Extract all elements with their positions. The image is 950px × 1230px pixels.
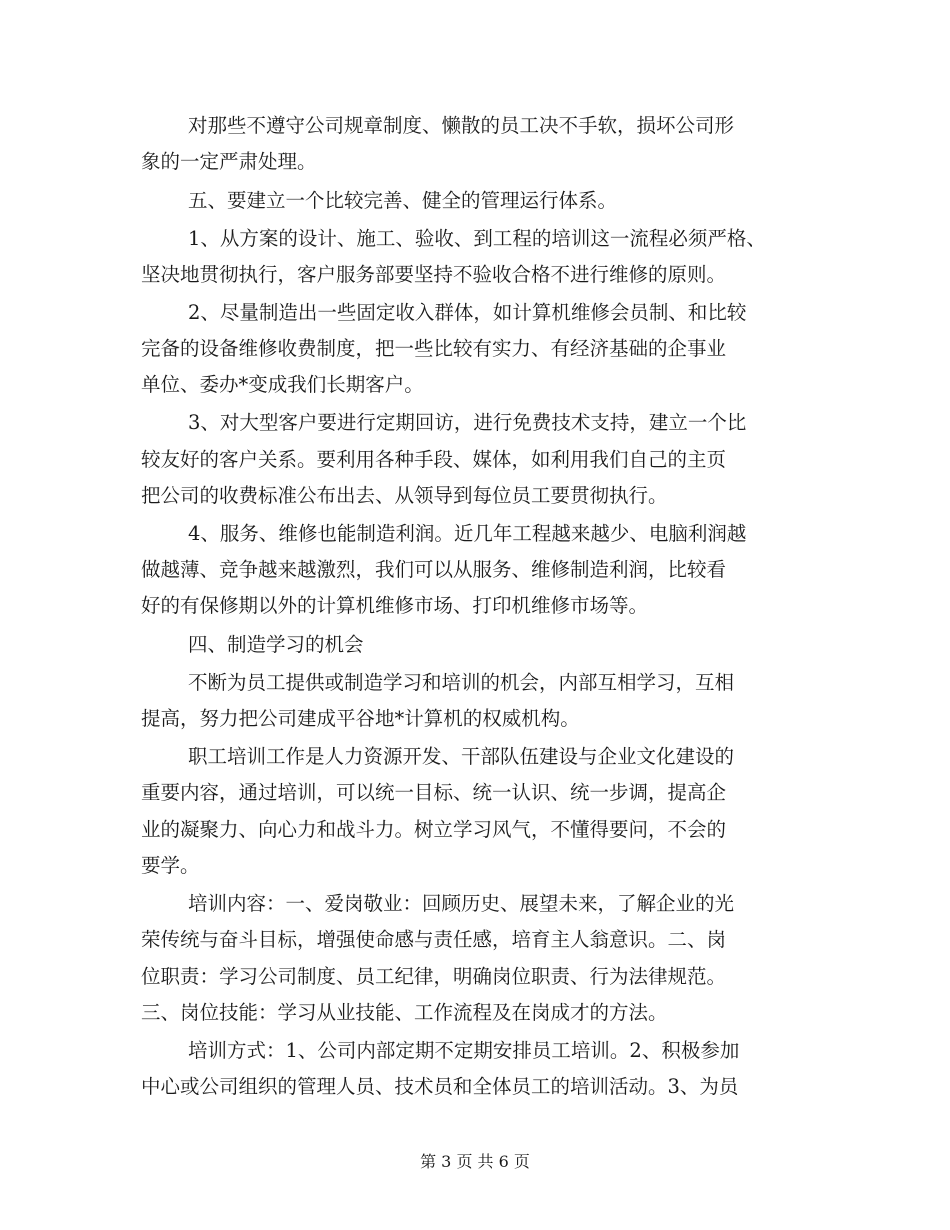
text-line: 要学。: [141, 854, 200, 877]
text-line: 对那些不遵守公司规章制度、懒散的员工决不手软，损坏公司形: [188, 114, 735, 137]
text-line: 位职责：学习公司制度、员工纪律，明确岗位职责、行为法律规范。: [141, 965, 727, 988]
text-line: 业的凝聚力、向心力和战斗力。树立学习风气，不懂得要问，不会的: [141, 818, 727, 841]
text-line: 培训方式：1、公司内部定期不定期安排员工培训。2、积极参加: [188, 1039, 740, 1062]
text-line: 坚决地贯彻执行，客户服务部要坚持不验收合格不进行维修的原则。: [141, 263, 727, 286]
text-line: 四、制造学习的机会: [188, 633, 364, 656]
text-line: 4、服务、维修也能制造利润。近几年工程越来越少、电脑利润越: [188, 522, 747, 545]
text-line: 2、尽量制造出一些固定收入群体，如计算机维修会员制、和比较: [188, 301, 747, 324]
text-line: 中心或公司组织的管理人员、技术员和全体员工的培训活动。3、为员: [141, 1075, 739, 1098]
text-line: 把公司的收费标准公布出去、从领导到每位员工要贯彻执行。: [141, 484, 668, 507]
page-footer: 第 3 页 共 6 页: [420, 1152, 530, 1171]
text-line: 五、要建立一个比较完善、健全的管理运行体系。: [188, 189, 618, 212]
text-line: 较友好的客户关系。要利用各种手段、媒体，如利用我们自己的主页: [141, 448, 727, 471]
text-line: 培训内容：一、爱岗敬业：回顾历史、展望未来，了解企业的光: [188, 892, 735, 915]
text-line: 3、对大型客户要进行定期回访，进行免费技术支持，建立一个比: [188, 411, 747, 434]
text-line: 职工培训工作是人力资源开发、干部队伍建设与企业文化建设的: [188, 745, 735, 768]
text-line: 重要内容，通过培训，可以统一目标、统一认识、统一步调，提高企: [141, 781, 727, 804]
text-line: 提高，努力把公司建成平谷地*计算机的权威机构。: [141, 707, 580, 730]
text-line: 象的一定严肃处理。: [141, 150, 317, 173]
text-line: 荣传统与奋斗目标，增强使命感与责任感，培育主人翁意识。二、岗: [141, 928, 727, 951]
text-line: 三、岗位技能：学习从业技能、工作流程及在岗成才的方法。: [141, 1001, 668, 1024]
text-line: 单位、委办*变成我们长期客户。: [141, 373, 424, 396]
text-line: 不断为员工提供或制造学习和培训的机会，内部互相学习，互相: [188, 671, 735, 694]
text-line: 做越薄、竞争越来越激烈，我们可以从服务、维修制造利润，比较看: [141, 558, 727, 581]
text-line: 好的有保修期以外的计算机维修市场、打印机维修市场等。: [141, 594, 649, 617]
text-line: 完备的设备维修收费制度，把一些比较有实力、有经济基础的企事业: [141, 337, 727, 360]
text-line: 1、从方案的设计、施工、验收、到工程的培训这一流程必须严格、: [188, 227, 766, 250]
